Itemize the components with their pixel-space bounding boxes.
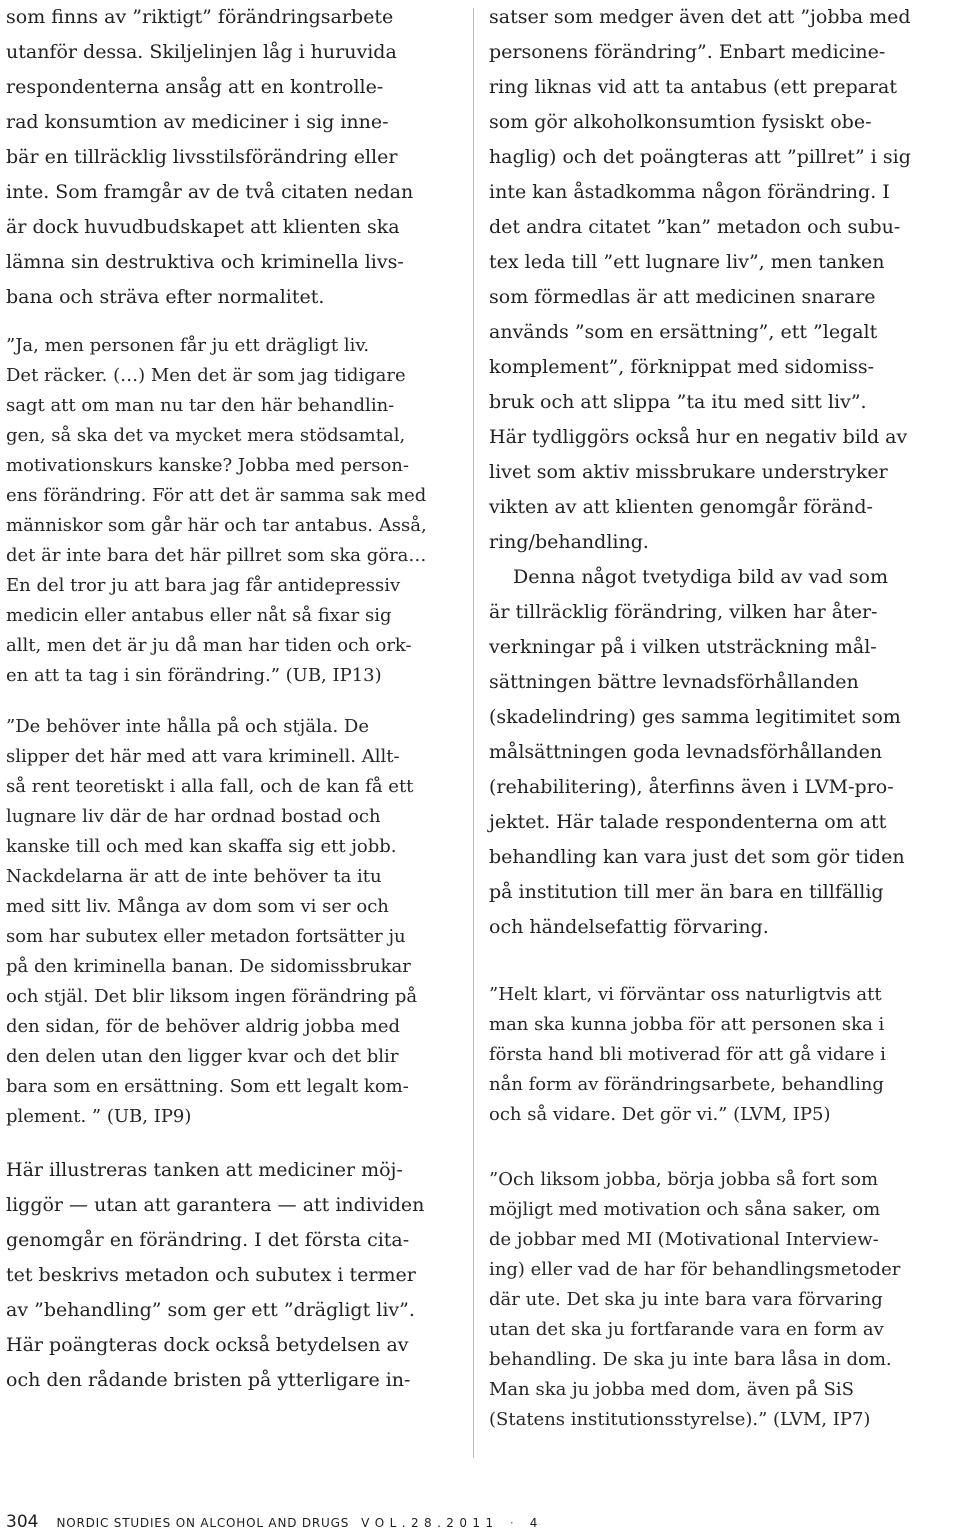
text-line: komplement”, förknippat med sidomiss- (489, 356, 874, 378)
text-line: tet beskrivs metadon och subutex i termer (6, 1264, 416, 1286)
text-line: en att ta tag i sin förändring.” (UB, IP13) (6, 665, 382, 686)
text-line: En del tror ju att bara jag får antidepressiv (6, 575, 401, 596)
text-line: haglig) och det poängteras att ”pillret” i sig (489, 146, 911, 168)
text-line: man ska kunna jobba för att personen ska i (489, 1014, 885, 1035)
text-line: genomgår en förändring. I det första cita- (6, 1229, 410, 1251)
text-line: och den rådande bristen på ytterligare in- (6, 1369, 411, 1391)
text-line: gen, så ska det va mycket mera stödsamtal, (6, 425, 406, 446)
text-line: ens förändring. För att det är samma sak med (6, 485, 427, 506)
text-line: motivationskurs kanske? Jobba med person- (6, 455, 409, 476)
continued-paragraph (489, 0, 942, 560)
text-line: Det räcker. (…) Men det är som jag tidigare (6, 365, 406, 386)
text-line: Man ska ju jobba med dom, även på SiS (489, 1379, 854, 1400)
text-line: Här illustreras tanken att mediciner möj- (6, 1159, 403, 1181)
text-line: liggör — utan att garantera — att individen (6, 1194, 425, 1216)
text-line: rad konsumtion av mediciner i sig inne- (6, 111, 389, 133)
text-line: inte kan åstadkomma någon förändring. I (489, 181, 890, 203)
text-line: utan det ska ju fortfarande vara en form av (489, 1319, 884, 1340)
column-divider (473, 8, 474, 1458)
text-line: Här tydliggörs också hur en negativ bild av (489, 426, 908, 448)
text-line: målsättningen goda levnadsförhållanden (489, 741, 883, 763)
text-line: som gör alkoholkonsumtion fysiskt obe- (489, 111, 872, 133)
text-line: ring liknas vid att ta antabus (ett preparat (489, 76, 897, 98)
text-line: satser som medger även det att ”jobba med (489, 6, 911, 28)
text-line: Nackdelarna är att de inte behöver ta itu (6, 866, 382, 887)
text-line: ”Och liksom jobba, börja jobba så fort som (489, 1169, 879, 1190)
text-line: kanske till och med kan skaffa sig ett jobb. (6, 836, 397, 857)
text-line: inte. Som framgår av de två citaten nedan (6, 181, 414, 203)
text-line: de jobbar med MI (Motivational Interview- (489, 1229, 879, 1250)
text-line: människor som går här och tar antabus. Asså, (6, 515, 427, 536)
text-line: ring/behandling. (489, 531, 649, 553)
text-line: som förmedlas är att medicinen snarare (489, 286, 876, 308)
text-line: personens förändring”. Enbart medicine- (489, 41, 886, 63)
quote-ub-ip13 (6, 331, 460, 691)
text-line: Denna något tvetydiga bild av vad som (513, 566, 888, 588)
intro-paragraph (6, 0, 460, 315)
text-line: allt, men det är ju då man har tiden och ork- (6, 635, 412, 656)
left-column (6, 0, 460, 1398)
text-line: verkningar på i vilken utsträckning mål- (489, 636, 877, 658)
text-line: plement. ” (UB, IP9) (6, 1106, 192, 1127)
volume-info: V O L . 2 8 . 2 0 1 1 (361, 1516, 494, 1530)
text-line: jektet. Här talade respondenterna om att (489, 811, 887, 833)
text-line: behandling kan vara just det som gör tiden (489, 846, 905, 868)
text-line: utanför dessa. Skiljelinjen låg i huruvida (6, 41, 397, 63)
text-line: som har subutex eller metadon fortsätter ju (6, 926, 406, 947)
text-line: nån form av förändringsarbete, behandling (489, 1074, 884, 1095)
page-footer (6, 1512, 538, 1536)
analysis-paragraph (6, 1153, 460, 1398)
text-line: (Statens institutionsstyrelse).” (LVM, IP7) (489, 1409, 871, 1430)
quote-ub-ip9 (6, 712, 460, 1132)
text-line: används ”som en ersättning”, ett ”legalt (489, 321, 878, 343)
text-line: bär en tillräcklig livsstilsförändring eller (6, 146, 398, 168)
text-line: det andra citatet ”kan” metadon och subu- (489, 216, 901, 238)
text-line: ”Ja, men personen får ju ett drägligt liv. (6, 335, 370, 356)
text-line: medicin eller antabus eller nåt så fixar sig (6, 605, 392, 626)
text-line: och händelsefattig förvaring. (489, 916, 769, 938)
text-line: tex leda till ”ett lugnare liv”, men tanken (489, 251, 885, 273)
text-line: livet som aktiv missbrukare understryker (489, 461, 888, 483)
quote-lvm-ip5 (489, 980, 942, 1130)
text-line: ”De behöver inte hålla på och stjäla. De (6, 716, 370, 737)
text-line: och stjäl. Det blir liksom ingen förändring på (6, 986, 418, 1007)
page-number: 304 (6, 1512, 39, 1532)
text-line: (skadelindring) ges samma legitimitet som (489, 706, 901, 728)
lvm-paragraph (489, 560, 942, 945)
text-line: behandling. De ska ju inte bara låsa in dom. (489, 1349, 892, 1370)
text-line: bruk och att slippa ”ta itu med sitt liv”. (489, 391, 867, 413)
text-line: det är inte bara det här pillret som ska göra… (6, 545, 427, 566)
text-line: ing) eller vad de har för behandlingsmetoder (489, 1259, 901, 1280)
journal-name: NORDIC STUDIES ON ALCOHOL AND DRUGS (56, 1516, 350, 1530)
footer-separator: · (509, 1516, 514, 1530)
quote-lvm-ip7 (489, 1165, 942, 1435)
text-line: på den kriminella banan. De sidomissbrukar (6, 956, 411, 977)
text-line: med sitt liv. Många av dom som vi ser och (6, 896, 389, 917)
text-line: lämna sin destruktiva och kriminella livs- (6, 251, 404, 273)
text-line: sagt att om man nu tar den här behandlin- (6, 395, 395, 416)
text-line: den delen utan den ligger kvar och det blir (6, 1046, 399, 1067)
text-line: och så vidare. Det gör vi.” (LVM, IP5) (489, 1104, 831, 1125)
text-line: första hand bli motiverad för att gå vidare i (489, 1044, 886, 1065)
text-line: av ”behandling” som ger ett ”drägligt liv”. (6, 1299, 415, 1321)
text-line: på institution till mer än bara en tillfällig (489, 881, 884, 903)
text-line: så rent teoretiskt i alla fall, och de kan få ett (6, 776, 414, 797)
text-line: är dock huvudbudskapet att klienten ska (6, 216, 400, 238)
text-line: som finns av ”riktigt” förändringsarbete (6, 6, 394, 28)
text-line: möjligt med motivation och såna saker, om (489, 1199, 881, 1220)
text-line: vikten av att klienten genomgår föränd- (489, 496, 873, 518)
text-line: sättningen bättre levnadsförhållanden (489, 671, 859, 693)
text-line: är tillräcklig förändring, vilken har åter- (489, 601, 878, 623)
text-line: bana och sträva efter normalitet. (6, 286, 325, 308)
text-line: slipper det här med att vara kriminell. Allt- (6, 746, 400, 767)
right-column (489, 0, 942, 1435)
text-line: respondenterna ansåg att en kontrolle- (6, 76, 384, 98)
issue-number: 4 (529, 1516, 539, 1530)
text-line: (rehabilitering), återfinns även i LVM-pro- (489, 776, 894, 798)
text-line: den sidan, för de behöver aldrig jobba med (6, 1016, 401, 1037)
text-line: lugnare liv där de har ordnad bostad och (6, 806, 381, 827)
text-line: Här poängteras dock också betydelsen av (6, 1334, 409, 1356)
text-line: bara som en ersättning. Som ett legalt kom- (6, 1076, 409, 1097)
text-line: ”Helt klart, vi förväntar oss naturligtvis att (489, 984, 882, 1005)
text-line: där ute. Det ska ju inte bara vara förvaring (489, 1289, 883, 1310)
